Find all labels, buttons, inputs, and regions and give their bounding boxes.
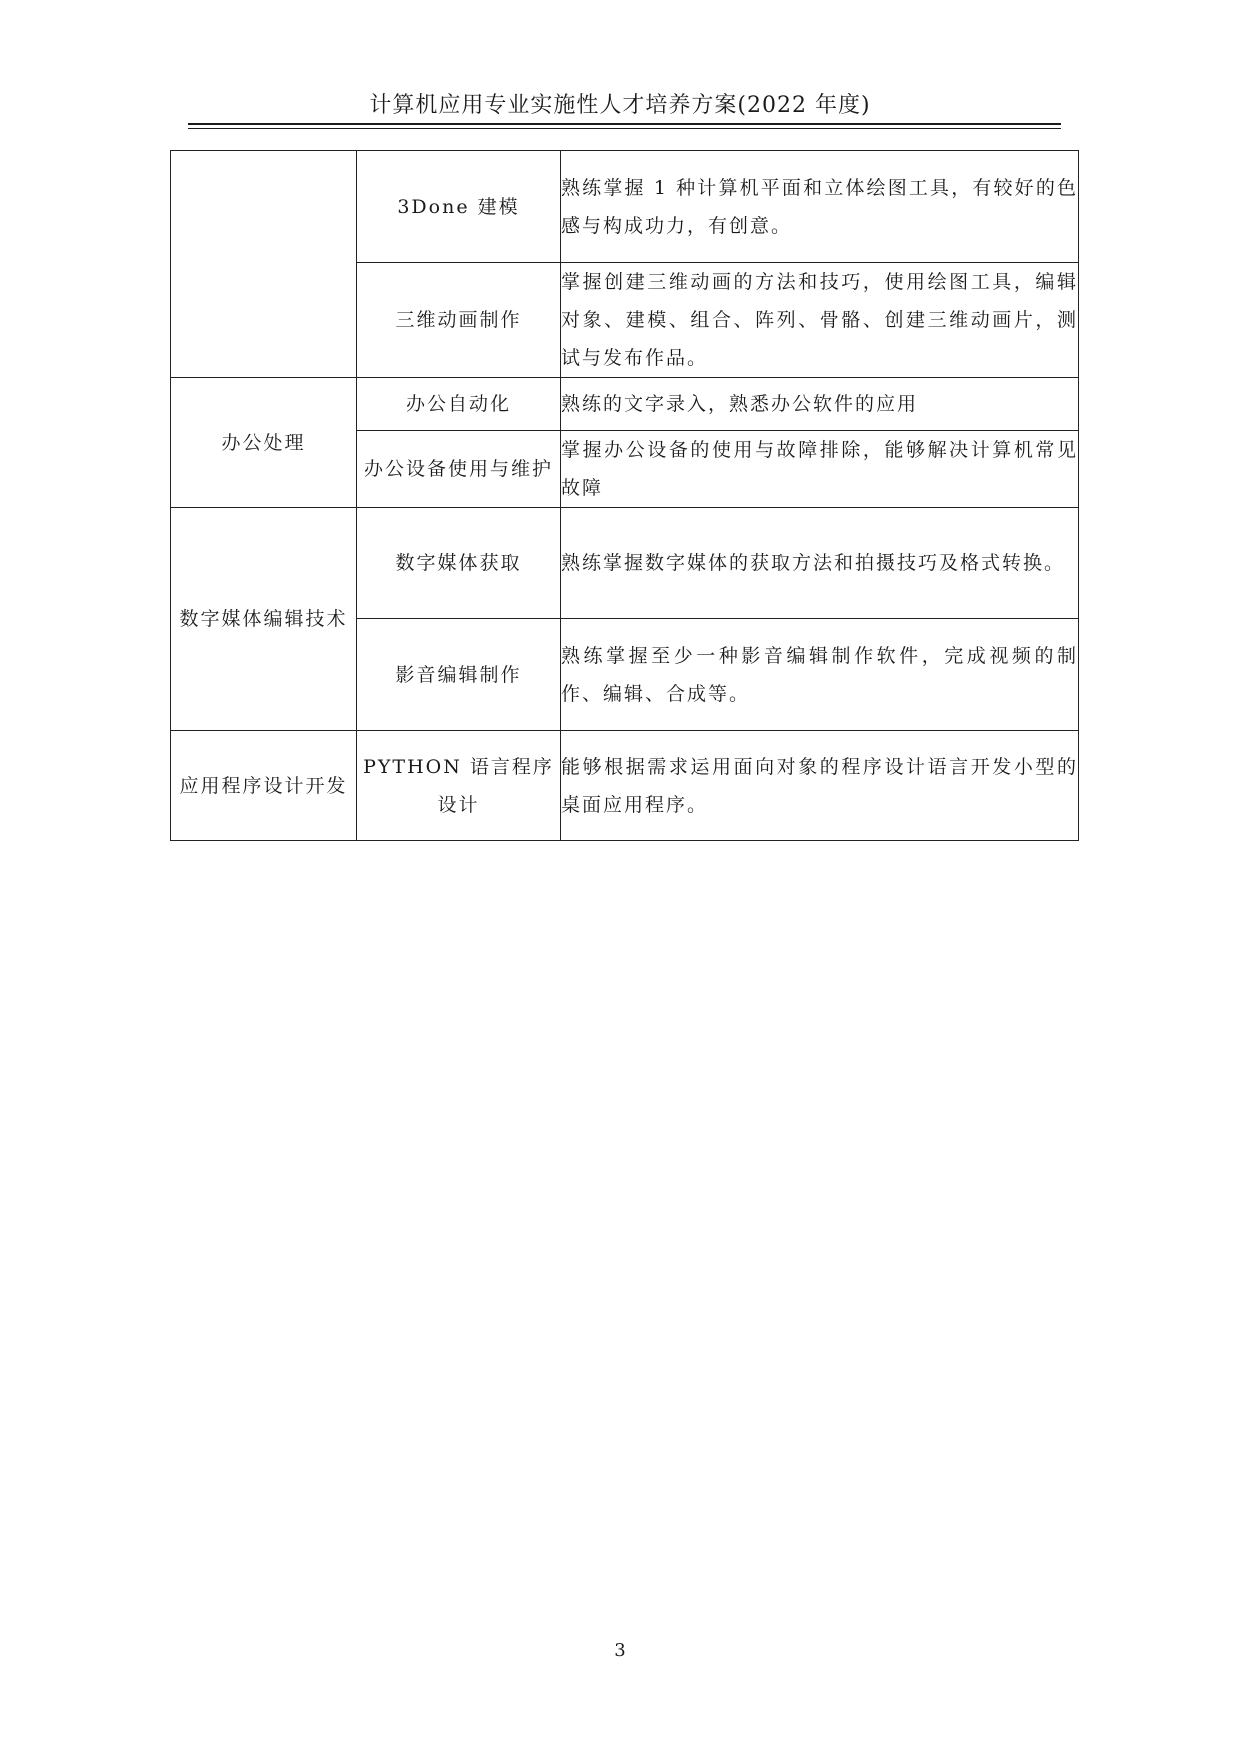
category-cell: 应用程序设计开发: [171, 731, 357, 841]
description-cell: 能够根据需求运用面向对象的程序设计语言开发小型的桌面应用程序。: [561, 731, 1079, 841]
category-cell: 数字媒体编辑技术: [171, 508, 357, 731]
table-row: [171, 378, 1079, 431]
table-row: [171, 731, 1079, 841]
page-number: 3: [614, 1640, 626, 1661]
course-cell: 3Done 建模: [357, 151, 561, 263]
description-cell: 熟练掌握 1 种计算机平面和立体绘图工具，有较好的色感与构成功力，有创意。: [561, 151, 1079, 263]
description-cell: 熟练掌握至少一种影音编辑制作软件，完成视频的制作、编辑、合成等。: [561, 619, 1079, 731]
category-cell: [171, 151, 357, 378]
course-cell: 数字媒体获取: [357, 508, 561, 619]
course-cell: 影音编辑制作: [357, 619, 561, 731]
header-rule-thick: [188, 123, 1061, 125]
table-row: [171, 508, 1079, 619]
course-table: [170, 150, 1079, 841]
table-row: [171, 151, 1079, 263]
course-cell: PYTHON 语言程序设计: [357, 731, 561, 841]
document-header-title: 计算机应用专业实施性人才培养方案(2022 年度): [369, 93, 871, 118]
description-cell: 熟练掌握数字媒体的获取方法和拍摄技巧及格式转换。: [561, 508, 1079, 619]
description-cell: 掌握创建三维动画的方法和技巧，使用绘图工具，编辑对象、建模、组合、阵列、骨骼、创建三维动画片，测试与发布作品。: [561, 263, 1079, 378]
category-cell: 办公处理: [171, 378, 357, 508]
description-cell: 掌握办公设备的使用与故障排除，能够解决计算机常见故障: [561, 431, 1079, 508]
header-rule-thin: [188, 128, 1061, 129]
course-cell: 三维动画制作: [357, 263, 561, 378]
course-cell: 办公设备使用与维护: [357, 431, 561, 508]
course-cell: 办公自动化: [357, 378, 561, 431]
description-cell: 熟练的文字录入，熟悉办公软件的应用: [561, 378, 1079, 431]
